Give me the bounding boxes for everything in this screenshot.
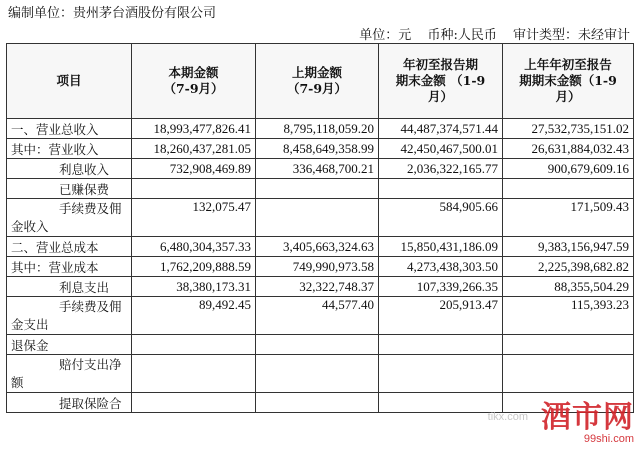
row-value: 88,355,504.29 xyxy=(503,277,634,297)
income-statement-table xyxy=(6,43,634,413)
row-value: 171,509.43 xyxy=(503,199,634,237)
row-label: 利息收入 xyxy=(7,159,132,179)
row-value xyxy=(379,179,503,199)
col-header-ytd: 年初至报告期 期末金额 （1-9 月） xyxy=(379,44,503,119)
row-value xyxy=(256,179,379,199)
row-label: 其中：营业收入 xyxy=(7,139,132,159)
row-value: 2,225,398,682.82 xyxy=(503,257,634,277)
audit-label: 审计类型：未经审计 xyxy=(512,28,630,43)
faint-watermark: tikx.com xyxy=(487,411,528,423)
row-label: 手续费及佣 金收入 xyxy=(7,199,132,237)
row-value xyxy=(256,393,379,413)
row-value: 18,260,437,281.05 xyxy=(132,139,256,159)
col-header-prior-ytd: 上年年初至报告 期期末金额（1-9 月） xyxy=(503,44,634,119)
row-label: 二、营业总成本 xyxy=(7,237,132,257)
row-value: 8,458,649,358.99 xyxy=(256,139,379,159)
row-value xyxy=(132,179,256,199)
row-value: 732,908,469.89 xyxy=(132,159,256,179)
row-value: 44,577.40 xyxy=(256,297,379,335)
row-value: 44,487,374,571.44 xyxy=(379,119,503,139)
row-value xyxy=(256,199,379,237)
row-value: 2,036,322,165.77 xyxy=(379,159,503,179)
watermark-logo xyxy=(541,400,634,445)
row-value: 18,993,477,826.41 xyxy=(132,119,256,139)
row-value xyxy=(132,335,256,355)
row-value xyxy=(132,393,256,413)
table-row xyxy=(7,179,634,199)
table-row xyxy=(7,199,634,237)
col-header-item: 项目 xyxy=(7,44,132,119)
row-value: 336,468,700.21 xyxy=(256,159,379,179)
row-value xyxy=(503,335,634,355)
row-value: 900,679,609.16 xyxy=(503,159,634,179)
row-value: 3,405,663,324.63 xyxy=(256,237,379,257)
row-value: 9,383,156,947.59 xyxy=(503,237,634,257)
row-value: 6,480,304,357.33 xyxy=(132,237,256,257)
row-label: 一、营业总收入 xyxy=(7,119,132,139)
row-value: 38,380,173.31 xyxy=(132,277,256,297)
col-header-current: 本期金额 （7-9月） xyxy=(132,44,256,119)
row-value: 584,905.66 xyxy=(379,199,503,237)
row-value: 27,532,735,151.02 xyxy=(503,119,634,139)
row-label: 其中：营业成本 xyxy=(7,257,132,277)
unit-label: 单位：元 xyxy=(359,28,412,43)
row-value: 26,631,884,032.43 xyxy=(503,139,634,159)
table-row xyxy=(7,355,634,393)
row-value xyxy=(379,355,503,393)
row-value: 32,322,748.37 xyxy=(256,277,379,297)
row-value: 15,850,431,186.09 xyxy=(379,237,503,257)
currency-label: 币种:人民币 xyxy=(427,28,497,43)
row-label: 已赚保费 xyxy=(7,179,132,199)
row-value: 749,990,973.58 xyxy=(256,257,379,277)
row-value: 8,795,118,059.20 xyxy=(256,119,379,139)
row-value xyxy=(503,179,634,199)
table-row xyxy=(7,297,634,335)
row-value xyxy=(256,335,379,355)
row-value xyxy=(503,355,634,393)
company-header: 编制单位：贵州茅台酒股份有限公司 xyxy=(8,6,217,21)
watermark-url: 99shi.com xyxy=(583,433,634,445)
watermark-logo-text: 酒市网 xyxy=(541,400,634,435)
col-header-prior: 上期金额 （7-9月） xyxy=(256,44,379,119)
row-value: 4,273,438,303.50 xyxy=(379,257,503,277)
row-label: 利息支出 xyxy=(7,277,132,297)
row-value: 132,075.47 xyxy=(132,199,256,237)
row-label: 退保金 xyxy=(7,335,132,355)
table-row xyxy=(7,335,634,355)
table-row xyxy=(7,139,634,159)
row-value: 205,913.47 xyxy=(379,297,503,335)
table-row xyxy=(7,119,634,139)
table-row xyxy=(7,257,634,277)
row-value: 42,450,467,500.01 xyxy=(379,139,503,159)
row-value xyxy=(379,335,503,355)
row-value xyxy=(379,393,503,413)
row-value xyxy=(256,355,379,393)
row-value: 89,492.45 xyxy=(132,297,256,335)
row-value xyxy=(132,355,256,393)
report-meta xyxy=(347,24,630,43)
row-value: 107,339,266.35 xyxy=(379,277,503,297)
row-label: 赔付支出净 额 xyxy=(7,355,132,393)
row-value: 1,762,209,888.59 xyxy=(132,257,256,277)
table-row xyxy=(7,237,634,257)
row-value: 115,393.23 xyxy=(503,297,634,335)
row-label: 手续费及佣 金支出 xyxy=(7,297,132,335)
table-row xyxy=(7,393,634,413)
table-row xyxy=(7,159,634,179)
table-body xyxy=(7,119,634,413)
table-header-row xyxy=(7,44,634,119)
row-label: 提取保险合 xyxy=(7,393,132,413)
table-row xyxy=(7,277,634,297)
